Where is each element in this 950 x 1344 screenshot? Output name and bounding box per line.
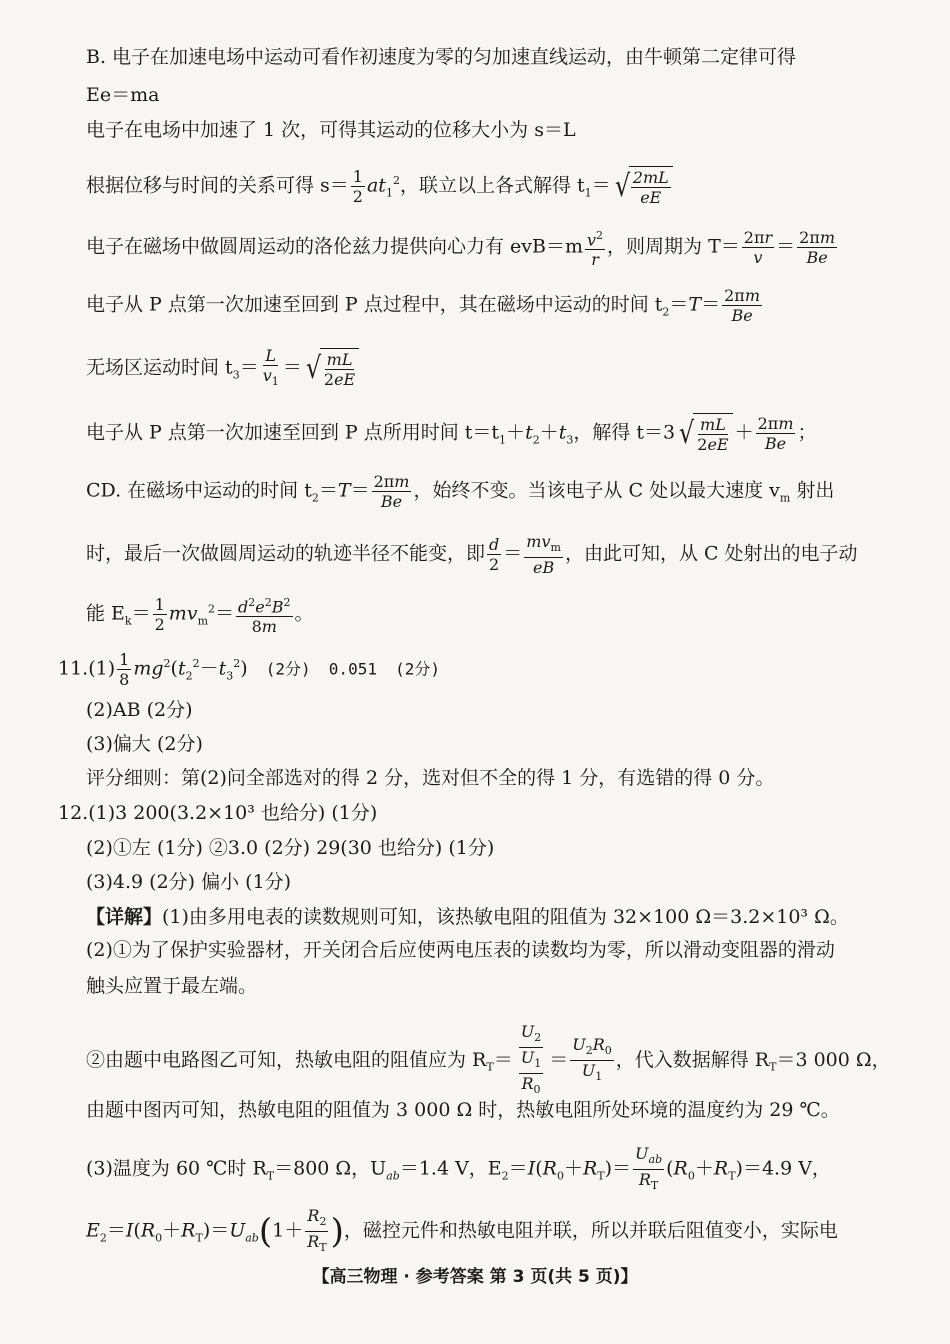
equation-line: 能 $E_k=$ $\frac{1}{2}$ $mv_m^2=$ $\frac{d^2e^2B^2}{8m}$ 。 [86, 593, 314, 636]
equation-line: 电子在磁场中做圆周运动的洛伦兹力提供向心力有 evB＝m $\frac{v^2}{r}$ ，则周期为 T＝ $\frac{2\pi r}{v}$ ＝ $\frac{2\pi m}{Be}$ [86, 226, 839, 269]
text-line: (2)AB (2分) [86, 699, 193, 721]
text-line: 评分细则：第(2)问全部选对的得 2 分，选对但不全的得 1 分，有选错的得 0 分。 [86, 767, 775, 789]
detail-tag: 【详解】 [86, 906, 163, 928]
equation-line: (3)温度为 60 ℃时 $R_T=800$ Ω，$U_{ab}=1.4$ V，$E_2=I(R_0+R_T)=$ $U_{ab}$ $R_T$ $(R_0+R_T)=4.9$ V， [86, 1144, 831, 1193]
page-footer: 【高三物理 · 参考答案 第 3 页(共 5 页)】 [312, 1267, 638, 1287]
text-line: B. 电子在加速电场中运动可看作初速度为零的匀加速直线运动，由牛顿第二定律可得 [86, 46, 797, 68]
equation-line: ②由题中电路图乙可知，热敏电阻的阻值应为 $R_T=$ $\frac{U_2}{\frac{U_1}{R_0}}$ ＝ $\frac{U_2R_0}{U_1}$ ，代入数据解得 $R_T=3$ 000 Ω， [86, 1022, 891, 1097]
equation-line: 无场区运动时间 $t_3=$ $\frac{L}{v_1}$ ＝ √ $\frac{mL}{2eE}$ [86, 346, 361, 391]
equation-line: 根据位移与时间的关系可得 s＝ $\frac{1}{2}$ $at_1^2$，联立以上各式解得 $t_1=$ √ $\frac{2mL}{eE}$ [86, 166, 675, 207]
text-line: 触头应置于最左端。 [86, 975, 258, 997]
text-line: 电子在电场中加速了 1 次，可得其运动的位移大小为 s＝L [86, 119, 576, 141]
text-line: Ee＝ma [86, 84, 160, 106]
detail-line: 【详解】(1)由多用电表的读数规则可知，该热敏电阻的阻值为 32×100 Ω＝3.2×10³ Ω。 [86, 906, 849, 928]
equation-line: 电子从 P 点第一次加速至回到 P 点所用时间 $t=t_1+t_2+t_3$，解得 t＝3 √ $\frac{mL}{2eE}$ ＋ $\frac{2\pi m}{Be}$ ； [86, 414, 817, 454]
text-line: 由题中图丙可知，热敏电阻的阻值为 3 000 Ω 时，热敏电阻所处环境的温度约为 29 ℃。 [86, 1099, 840, 1121]
question-11: 11.(1) $\frac{1}{8}$ $mg^2(t_2^2-t_3^2)$ (2分) 0.051 (2分) [58, 650, 440, 689]
text-line: (2)①左 (1分) ②3.0 (2分) 29(30 也给分) (1分) [86, 837, 495, 859]
text-line: (3)偏大 (2分) [86, 733, 203, 755]
equation-line: CD. 在磁场中运动的时间 $t_2=T=$ $\frac{2\pi m}{Be}$ ，始终不变。当该电子从 C 处以最大速度 $v_m$ 射出 [86, 472, 835, 511]
text-line: (2)①为了保护实验器材，开关闭合后应使两电压表的读数均为零，所以滑动变阻器的滑动 [86, 939, 835, 961]
equation-line: 电子从 P 点第一次加速至回到 P 点过程中，其在磁场中运动的时间 $t_2=T=$ $\frac{2\pi m}{Be}$ [86, 286, 760, 325]
equation-line: $E_2=I(R_0+R_T)=U_{ab}(1+$ $\frac{R_2}{R_T}$ )，磁控元件和热敏电阻并联，所以并联后阻值变小，实际电 [86, 1206, 838, 1255]
question-12: 12.(1)3 200(3.2×10³ 也给分) (1分) [58, 802, 378, 824]
text-line: (3)4.9 (2分) 偏小 (1分) [86, 871, 292, 893]
equation-line: 时，最后一次做圆周运动的轨迹半径不能变，即 $\frac{d}{2}$ ＝ $mv_m$ eB ，由此可知，从 C 处射出的电子动 [86, 532, 858, 578]
